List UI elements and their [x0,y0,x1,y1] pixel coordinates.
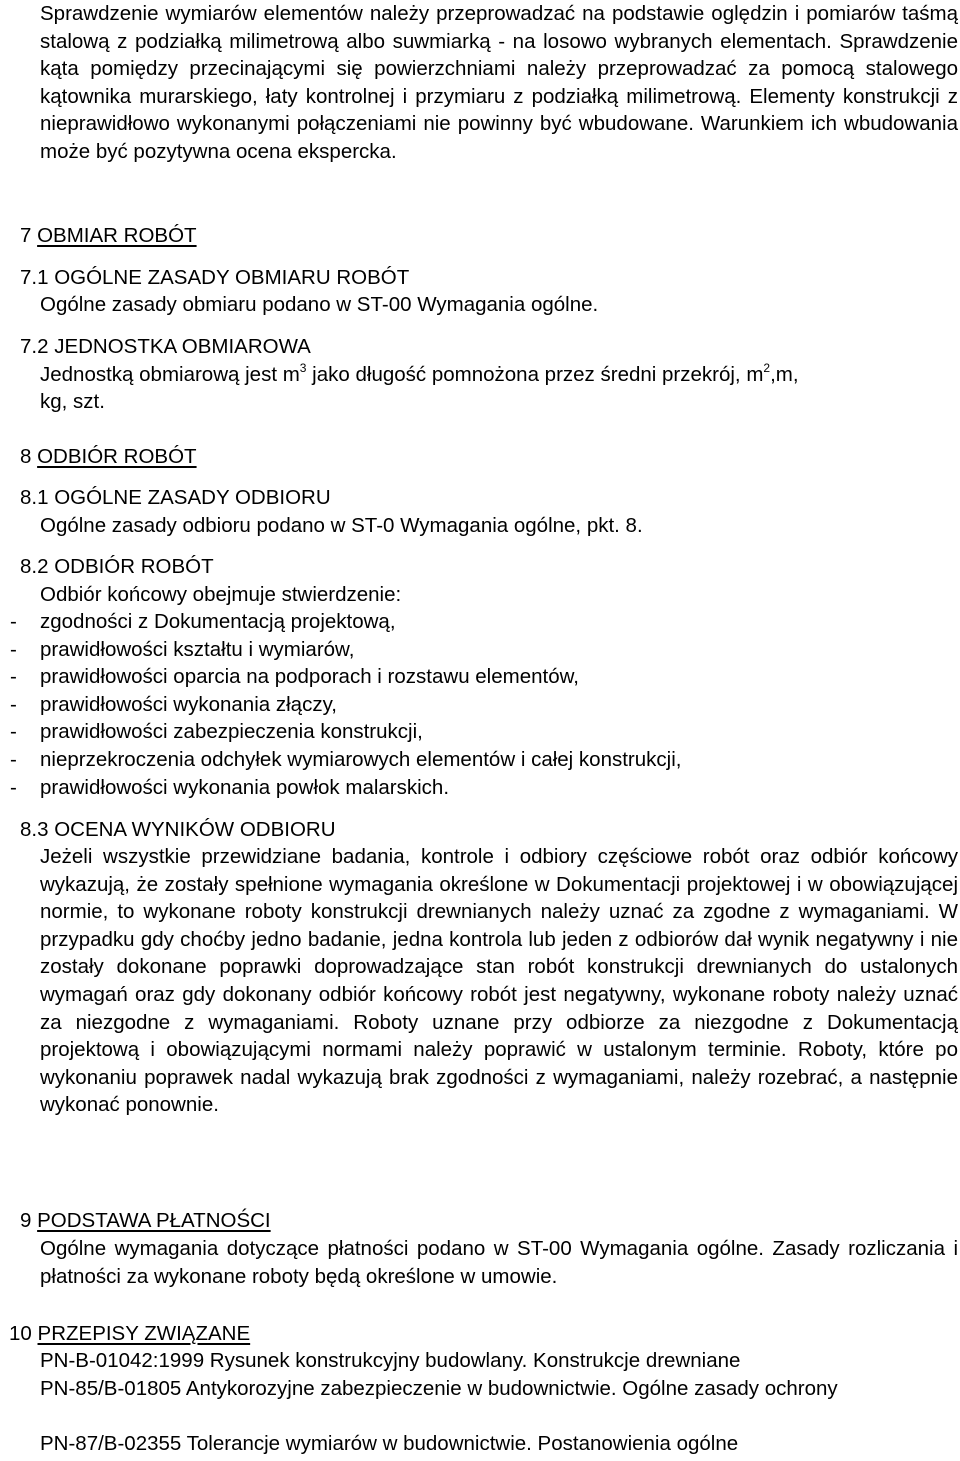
section-10-heading [9,1320,250,1348]
section-7-1-heading: 7.1 OGÓLNE ZASADY OBMIARU ROBÓT [20,266,410,289]
section-7-heading [20,222,197,250]
unit-text-part-a: Jednostką obmiarową jest m [40,363,300,386]
section-7-number: 7 [20,224,32,247]
list-item: - prawidłowości wykonania powłok malarskich. [10,775,450,799]
section-8-2-intro: Odbiór końcowy obejmuje stwierdzenie: [40,583,402,606]
section-9-title: PODSTAWA PŁATNOŚCI [37,1209,271,1232]
section-9-text: Ogólne wymagania dotyczące płatności podano w ST-00 Wymagania ogólne. Zasady rozliczania i płatności za wykonane roboty będą określone w umowie. [40,1237,958,1288]
reference-item: PN-B-01042:1999 Rysunek konstrukcyjny budowlany. Konstrukcje drewniane [40,1349,741,1372]
list-item: - prawidłowości kształtu i wymiarów, [10,637,355,661]
section-8-number: 8 [20,445,32,468]
intro-paragraph: Sprawdzenie wymiarów elementów należy przeprowadzać na podstawie oględzin i pomiarów taśmą stalową z podziałką milimetrową albo suwmiarką - na losowo wybranych elementach. Sprawdzenie kąta pomiędzy przecinającymi się powierzchniami należy przeprowadzać za pomocą stalowego kątownika murarskiego, łaty kontrolnej i przymiaru z podziałką milimetrową. Elementy konstrukcji z nieprawidłowo wykonanymi połączeniami nie powinny być wbudowane. Warunkiem ich wbudowania może być pozytywna ocena ekspercka. [40,2,958,163]
list-item: - prawidłowości wykonania złączy, [10,692,337,716]
section-10-number: 10 [9,1322,32,1345]
section-7-2-text-line2: kg, szt. [40,390,105,413]
unit-text-part-c: ,m, [770,363,799,386]
superscript-2: 2 [763,361,771,375]
unit-text-part-b: jako długość pomnożona przez średni przekrój, m [306,363,764,386]
section-8-1-heading: 8.1 OGÓLNE ZASADY ODBIORU [20,486,331,509]
section-8-3-heading: 8.3 OCENA WYNIKÓW ODBIORU [20,818,336,841]
section-7-title: OBMIAR ROBÓT [37,224,197,247]
section-8-3-text: Jeżeli wszystkie przewidziane badania, kontrole i odbiory częściowe robót oraz odbiór końcowy wykazują, że zostały spełnione wymagania określone w Dokumentacji projektowej i w obowiązującej normie, to wykonane roboty konstrukcji drewnianych należy uznać za zgodne z wymaganiami. W przypadku gdy choćby jedno badanie, jedna kontrola lub jeden z odbiorów dał wynik negatywny i nie zostały dokonane poprawki doprowadzające stan robót konstrukcji drewnianych do ustalonych wymagań oraz gdy dokonany odbiór końcowy robót jest negatywny, wykonane roboty należy uznać za niezgodne z wymaganiami. Roboty uznane przy odbiorze za niezgodne z Dokumentacją projektową i obowiązującymi normami należy poprawić w ustalonym terminie. Roboty, które po wykonaniu poprawek nadal wykazują brak zgodności z wymaganiami, należy rozebrać, a następnie wykonać ponownie. [40,845,958,1117]
section-10-title: PRZEPISY ZWIĄZANE [37,1322,251,1345]
section-8-2-heading: 8.2 ODBIÓR ROBÓT [20,555,214,578]
section-8-heading [20,443,197,471]
section-7-1-text: Ogólne zasady obmiaru podano w ST-00 Wymagania ogólne. [40,293,599,316]
list-item: - prawidłowości oparcia na podporach i rozstawu elementów, [10,665,579,689]
list-item: - prawidłowości zabezpieczenia konstrukcji, [10,720,423,744]
section-9-number: 9 [20,1209,32,1232]
section-8-title: ODBIÓR ROBÓT [37,445,197,468]
superscript-3: 3 [299,361,307,375]
list-item: - nieprzekroczenia odchyłek wymiarowych elementów i całej konstrukcji, [10,747,682,771]
section-8-1-text: Ogólne zasady odbioru podano w ST-0 Wymagania ogólne, pkt. 8. [40,514,643,537]
acceptance-checklist [0,608,960,801]
reference-item: PN-85/B-01805 Antykorozyjne zabezpieczenie w budownictwie. Ogólne zasady ochrony [40,1377,838,1400]
section-7-2-text-line1 [40,361,958,389]
reference-item: PN-87/B-02355 Tolerancje wymiarów w budownictwie. Postanowienia ogólne [40,1432,739,1455]
list-item: - zgodności z Dokumentacją projektową, [10,610,396,633]
section-9-heading [20,1207,271,1235]
section-7-2-heading: 7.2 JEDNOSTKA OBMIAROWA [20,335,311,358]
